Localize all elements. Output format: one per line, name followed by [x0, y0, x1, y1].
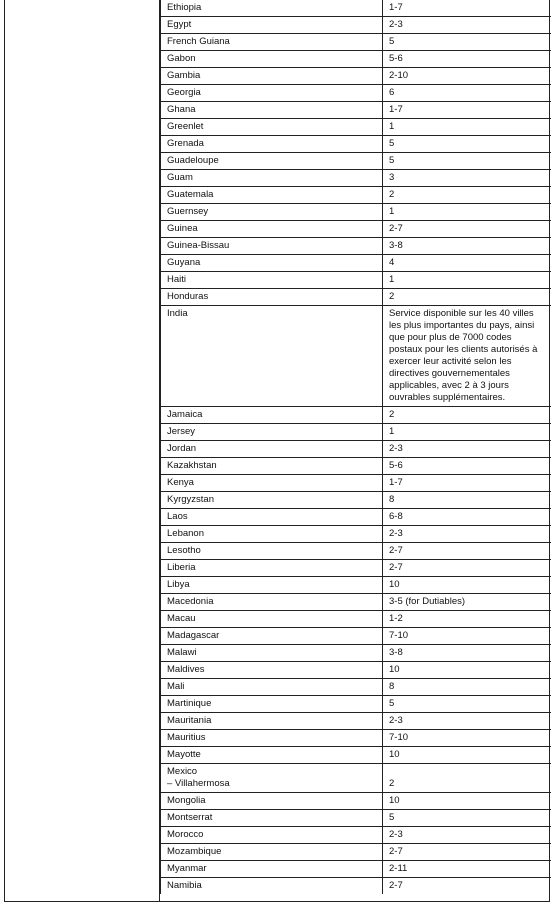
country-cell: India	[161, 306, 383, 407]
table-row	[161, 289, 551, 306]
transit-days-cell: 2-3	[383, 17, 551, 34]
country-cell: Macau	[161, 611, 383, 628]
country-cell: Liberia	[161, 560, 383, 577]
country-cell: Guernsey	[161, 204, 383, 221]
table-row	[161, 662, 551, 679]
country-cell: Montserrat	[161, 810, 383, 827]
country-cell: Myanmar	[161, 861, 383, 878]
table-row	[161, 68, 551, 85]
transit-days-cell: 1	[383, 424, 551, 441]
table-row	[161, 119, 551, 136]
country-cell: Lebanon	[161, 526, 383, 543]
transit-days-cell: 7-10	[383, 730, 551, 747]
table-row	[161, 153, 551, 170]
transit-days-cell: 2-7	[383, 878, 551, 895]
country-cell: Mayotte	[161, 747, 383, 764]
transit-days-cell: 3-5 (for Dutiables)	[383, 594, 551, 611]
transit-days-cell: 3-8	[383, 238, 551, 255]
transit-days-cell: 2	[383, 289, 551, 306]
table-row	[161, 844, 551, 861]
country-cell: Guadeloupe	[161, 153, 383, 170]
transit-days-cell: 1	[383, 204, 551, 221]
country-cell: Libya	[161, 577, 383, 594]
table-body	[161, 0, 551, 894]
document-page	[4, 0, 550, 902]
transit-days-cell: 5	[383, 810, 551, 827]
transit-days-cell: 2	[383, 187, 551, 204]
table-row	[161, 204, 551, 221]
table-row	[161, 861, 551, 878]
transit-days-cell: 8	[383, 492, 551, 509]
table-row	[161, 136, 551, 153]
transit-days-cell: 5	[383, 136, 551, 153]
country-cell: Maldives	[161, 662, 383, 679]
table-row	[161, 747, 551, 764]
transit-days-cell: 10	[383, 577, 551, 594]
left-blank-column	[5, 0, 160, 901]
table-row	[161, 611, 551, 628]
country-cell: Gambia	[161, 68, 383, 85]
table-row	[161, 509, 551, 526]
table-row	[161, 0, 551, 17]
country-cell: Guam	[161, 170, 383, 187]
transit-days-cell: 1-7	[383, 475, 551, 492]
table-row	[161, 170, 551, 187]
table-row	[161, 594, 551, 611]
country-cell: Jamaica	[161, 407, 383, 424]
country-cell: Mongolia	[161, 793, 383, 810]
table-row	[161, 878, 551, 895]
table-row	[161, 306, 551, 407]
country-cell: French Guiana	[161, 34, 383, 51]
table-row	[161, 713, 551, 730]
country-cell: Kyrgyzstan	[161, 492, 383, 509]
table-row	[161, 696, 551, 713]
table-row	[161, 679, 551, 696]
table-row	[161, 628, 551, 645]
country-cell: Ethiopia	[161, 0, 383, 17]
table-row	[161, 187, 551, 204]
country-cell: Guinea-Bissau	[161, 238, 383, 255]
country-cell: Haiti	[161, 272, 383, 289]
transit-days-cell: 2-3	[383, 526, 551, 543]
country-cell: Mauritius	[161, 730, 383, 747]
table-row	[161, 424, 551, 441]
country-cell: Namibia	[161, 878, 383, 895]
transit-days-cell: 2-7	[383, 543, 551, 560]
transit-days-cell: 3	[383, 170, 551, 187]
country-cell: Gabon	[161, 51, 383, 68]
transit-days-cell: 1-7	[383, 102, 551, 119]
country-cell: Ghana	[161, 102, 383, 119]
country-cell: Grenada	[161, 136, 383, 153]
country-cell: Macedonia	[161, 594, 383, 611]
transit-days-cell: 6	[383, 85, 551, 102]
transit-days-cell: 8	[383, 679, 551, 696]
table-row	[161, 645, 551, 662]
transit-days-cell: 10	[383, 793, 551, 810]
country-cell: Martinique	[161, 696, 383, 713]
table-row	[161, 827, 551, 844]
transit-days-cell: 1-2	[383, 611, 551, 628]
country-cell: Guyana	[161, 255, 383, 272]
transit-days-table	[160, 0, 551, 894]
transit-days-cell: 5-6	[383, 458, 551, 475]
transit-days-cell: Service disponible sur les 40 villes les plus importantes du pays, ainsi que pour plus de 7000 codes postaux pour les clients autorisés à exercer leur activité selon les directives gouvernementales applicables, avec 2 à 3 jours ouvrables supplémentaires.	[383, 306, 551, 407]
table-row	[161, 560, 551, 577]
country-cell: Georgia	[161, 85, 383, 102]
transit-days-cell: 1	[383, 119, 551, 136]
table-row	[161, 102, 551, 119]
table-row	[161, 526, 551, 543]
transit-days-cell: 2	[383, 407, 551, 424]
table-row	[161, 492, 551, 509]
transit-days-cell: 2-7	[383, 844, 551, 861]
table-row	[161, 255, 551, 272]
transit-days-cell: 2-3	[383, 827, 551, 844]
country-cell: Mozambique	[161, 844, 383, 861]
table-row	[161, 577, 551, 594]
country-cell: Laos	[161, 509, 383, 526]
country-cell: Guatemala	[161, 187, 383, 204]
transit-days-cell: 7-10	[383, 628, 551, 645]
transit-days-cell: 6-8	[383, 509, 551, 526]
table-row	[161, 810, 551, 827]
table-row	[161, 17, 551, 34]
transit-days-cell: 5-6	[383, 51, 551, 68]
table-row	[161, 272, 551, 289]
table-row	[161, 764, 551, 793]
transit-days-cell: 2	[383, 764, 551, 793]
table-row	[161, 51, 551, 68]
table-row	[161, 730, 551, 747]
country-cell: Jordan	[161, 441, 383, 458]
table-row	[161, 475, 551, 492]
country-cell: Kenya	[161, 475, 383, 492]
table-row	[161, 441, 551, 458]
country-cell: Mali	[161, 679, 383, 696]
country-cell: Mauritania	[161, 713, 383, 730]
transit-days-cell: 5	[383, 696, 551, 713]
transit-days-cell: 3-8	[383, 645, 551, 662]
country-cell: Lesotho	[161, 543, 383, 560]
country-cell: Honduras	[161, 289, 383, 306]
transit-days-cell: 5	[383, 34, 551, 51]
transit-days-cell: 2-11	[383, 861, 551, 878]
transit-days-cell: 1-7	[383, 0, 551, 17]
country-cell: Jersey	[161, 424, 383, 441]
transit-days-cell: 2-10	[383, 68, 551, 85]
country-cell: Egypt	[161, 17, 383, 34]
table-row	[161, 407, 551, 424]
transit-days-cell: 2-7	[383, 221, 551, 238]
transit-days-cell: 2-3	[383, 441, 551, 458]
transit-days-cell: 5	[383, 153, 551, 170]
country-cell: Kazakhstan	[161, 458, 383, 475]
country-cell: Malawi	[161, 645, 383, 662]
table-row	[161, 543, 551, 560]
table-row	[161, 458, 551, 475]
country-cell: Guinea	[161, 221, 383, 238]
table-row	[161, 238, 551, 255]
transit-days-cell: 2-7	[383, 560, 551, 577]
transit-days-cell: 10	[383, 662, 551, 679]
country-cell: Morocco	[161, 827, 383, 844]
table-row	[161, 221, 551, 238]
table-row	[161, 34, 551, 51]
transit-days-cell: 1	[383, 272, 551, 289]
transit-days-cell: 10	[383, 747, 551, 764]
country-cell: Greenlet	[161, 119, 383, 136]
transit-days-cell: 4	[383, 255, 551, 272]
table-row	[161, 793, 551, 810]
transit-days-cell: 2-3	[383, 713, 551, 730]
country-cell: Mexico – Villahermosa	[161, 764, 383, 793]
table-row	[161, 85, 551, 102]
country-cell: Madagascar	[161, 628, 383, 645]
